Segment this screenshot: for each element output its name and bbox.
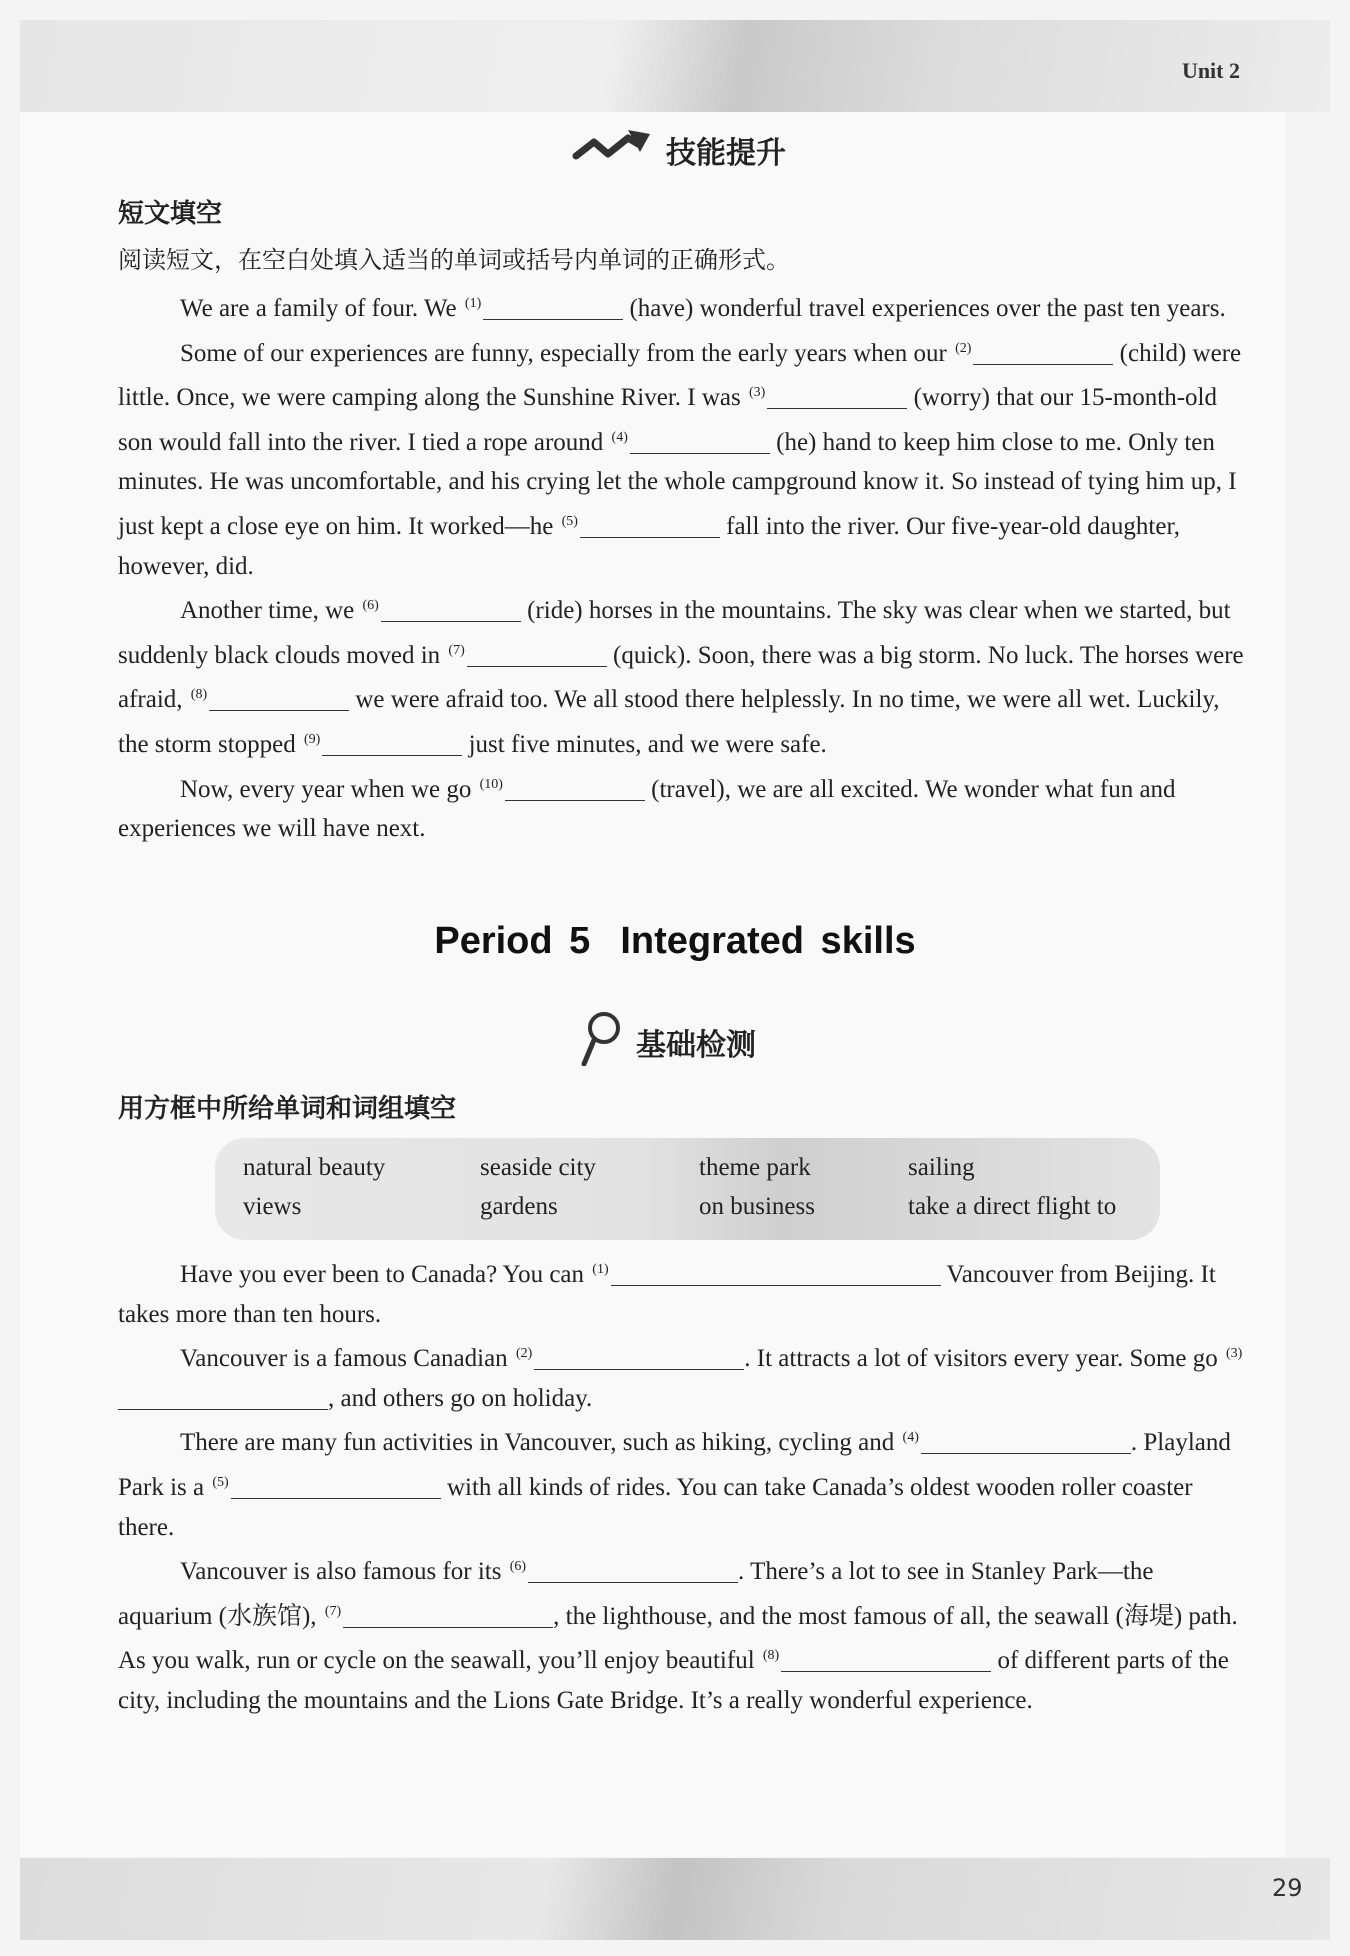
blank-number: (8) [190,687,208,703]
skills-title: 技能提升 [666,136,786,171]
word-option: seaside city [480,1154,596,1181]
basic-heading [580,1010,756,1074]
paragraph: Have you ever been to Canada? You can $^{(1)}$ Vancouver from Beijing. It takes more than ten hours. [118,1261,1216,1328]
period-title [0,920,1350,963]
blank-10[interactable] [505,778,645,801]
paragraph: There are many fun activities in Vancouver, such as hiking, cycling and $^{(4)}$ . Playland Park is a $^{(5)}$ with all kinds of rides. You can take Canada’s oldest wooden roller coaster there. [118,1429,1231,1541]
blank-5[interactable] [580,515,720,538]
blank-number: (3) [1226,1346,1243,1362]
blank-number: (2) [515,1346,533,1362]
blank-3[interactable] [118,1387,328,1410]
blank-1[interactable] [611,1263,941,1286]
footer-band [20,1858,1330,1940]
blank-number: (4) [611,429,628,445]
blank-number: (6) [362,598,379,614]
basic-title: 基础检测 [636,1028,756,1063]
word-option: gardens [480,1193,558,1220]
blank-8[interactable] [209,688,349,711]
blank-number: (4) [902,1430,919,1446]
fill-in-passage [118,1250,1253,1721]
blank-number: (10) [479,776,503,792]
header-band [20,20,1330,112]
blank-4[interactable] [921,1431,1131,1454]
blank-1[interactable] [483,297,623,320]
paragraph: Another time, we $^{(6)}$ (ride) horses in the mountains. The sky was clear when we started, but suddenly black clouds moved in $^{(7)}$ (quick). Soon, there was a big storm. No luck. The horses were afraid, $^{(8)}$ we were afraid too. We all stood there helplessly. In no time, we were all wet. Luckily, the storm stopped $^{(9)}$ just five minutes, and we were safe. [118,597,1244,758]
unit-label: Unit 2 [1181,58,1240,83]
period-name: Integrated skills [620,920,916,962]
blank-number: (1) [464,296,482,311]
blank-6[interactable] [381,599,521,622]
page-number: 29 [1272,1874,1303,1902]
blank-4[interactable] [630,431,770,454]
blank-6[interactable] [528,1560,738,1583]
blank-number: (9) [304,731,321,747]
blank-7[interactable] [343,1605,553,1628]
blank-2[interactable] [534,1347,744,1370]
cloze-instruction: 阅读短文，在空白处填入适当的单词或括号内单词的正确形式。 [118,246,790,274]
blank-7[interactable] [467,644,607,667]
blank-number: (7) [448,642,465,658]
word-box [215,1138,1160,1240]
blank-number: (7) [324,1603,342,1619]
blank-number: (5) [561,513,578,529]
blank-number: (8) [762,1648,780,1664]
skills-heading [572,128,786,172]
magnifier-icon [580,1010,624,1074]
word-option: on business [699,1193,815,1220]
trend-arrow-icon [572,128,654,172]
cloze-passage [118,284,1253,849]
blank-5[interactable] [231,1476,441,1499]
period-number: Period 5 [434,920,591,962]
wordbox-instruction: 用方框中所给单词和词组填空 [118,1094,457,1124]
paragraph: Vancouver is a famous Canadian $^{(2)}$ . It attracts a lot of visitors every year. Some go $^{(3)}$, and others go on holiday. [118,1334,1253,1418]
blank-2[interactable] [973,342,1113,365]
paragraph: Now, every year when we go $^{(10)}$ (travel), we are all excited. We wonder what fun and experiences we will have next. [118,775,1176,843]
word-option: sailing [908,1154,975,1181]
blank-8[interactable] [781,1649,991,1672]
blank-number: (3) [749,385,766,401]
blank-number: (2) [955,340,972,356]
paragraph: We are a family of four. We $^{(1)}$ (have) wonderful travel experiences over the past ten years. [180,295,1226,322]
cloze-subtitle: 短文填空 [118,199,223,229]
word-option: views [243,1193,302,1220]
blank-number: (6) [509,1559,527,1575]
paragraph: Some of our experiences are funny, especially from the early years when our $^{(2)}$ (child) were little. Once, we were camping along the Sunshine River. I was $^{(3)}$ (worry) that our 15-month-old son would fall into the river. I tied a rope around $^{(4)}$ (he) hand to keep him close to me. Only ten minutes. He was uncomfortable, and his crying let the whole campground know it. So instead of tying him up, I just kept a close eye on him. It worked—he $^{(5)}$ fall into the river. Our five-year-old daughter, however, did. [118,339,1242,580]
paragraph: Vancouver is also famous for its $^{(6)}$ . There’s a lot to see in Stanley Park—the aquarium (水族馆), $^{(7)}$ , the lighthouse, and the most famous of all, the seawall (海堤) path. As you walk, run or cycle on the seawall, you’ll enjoy beautiful $^{(8)}$ of different parts of the city, including the mountains and the Lions Gate Bridge. It’s a really wonderful experience. [118,1558,1238,1714]
blank-3[interactable] [767,386,907,409]
word-option: theme park [699,1154,811,1181]
blank-number: (1) [592,1262,609,1277]
blank-9[interactable] [322,733,462,756]
blank-number: (5) [212,1474,229,1490]
word-option: take a direct flight to [908,1193,1117,1220]
word-option: natural beauty [243,1154,386,1181]
